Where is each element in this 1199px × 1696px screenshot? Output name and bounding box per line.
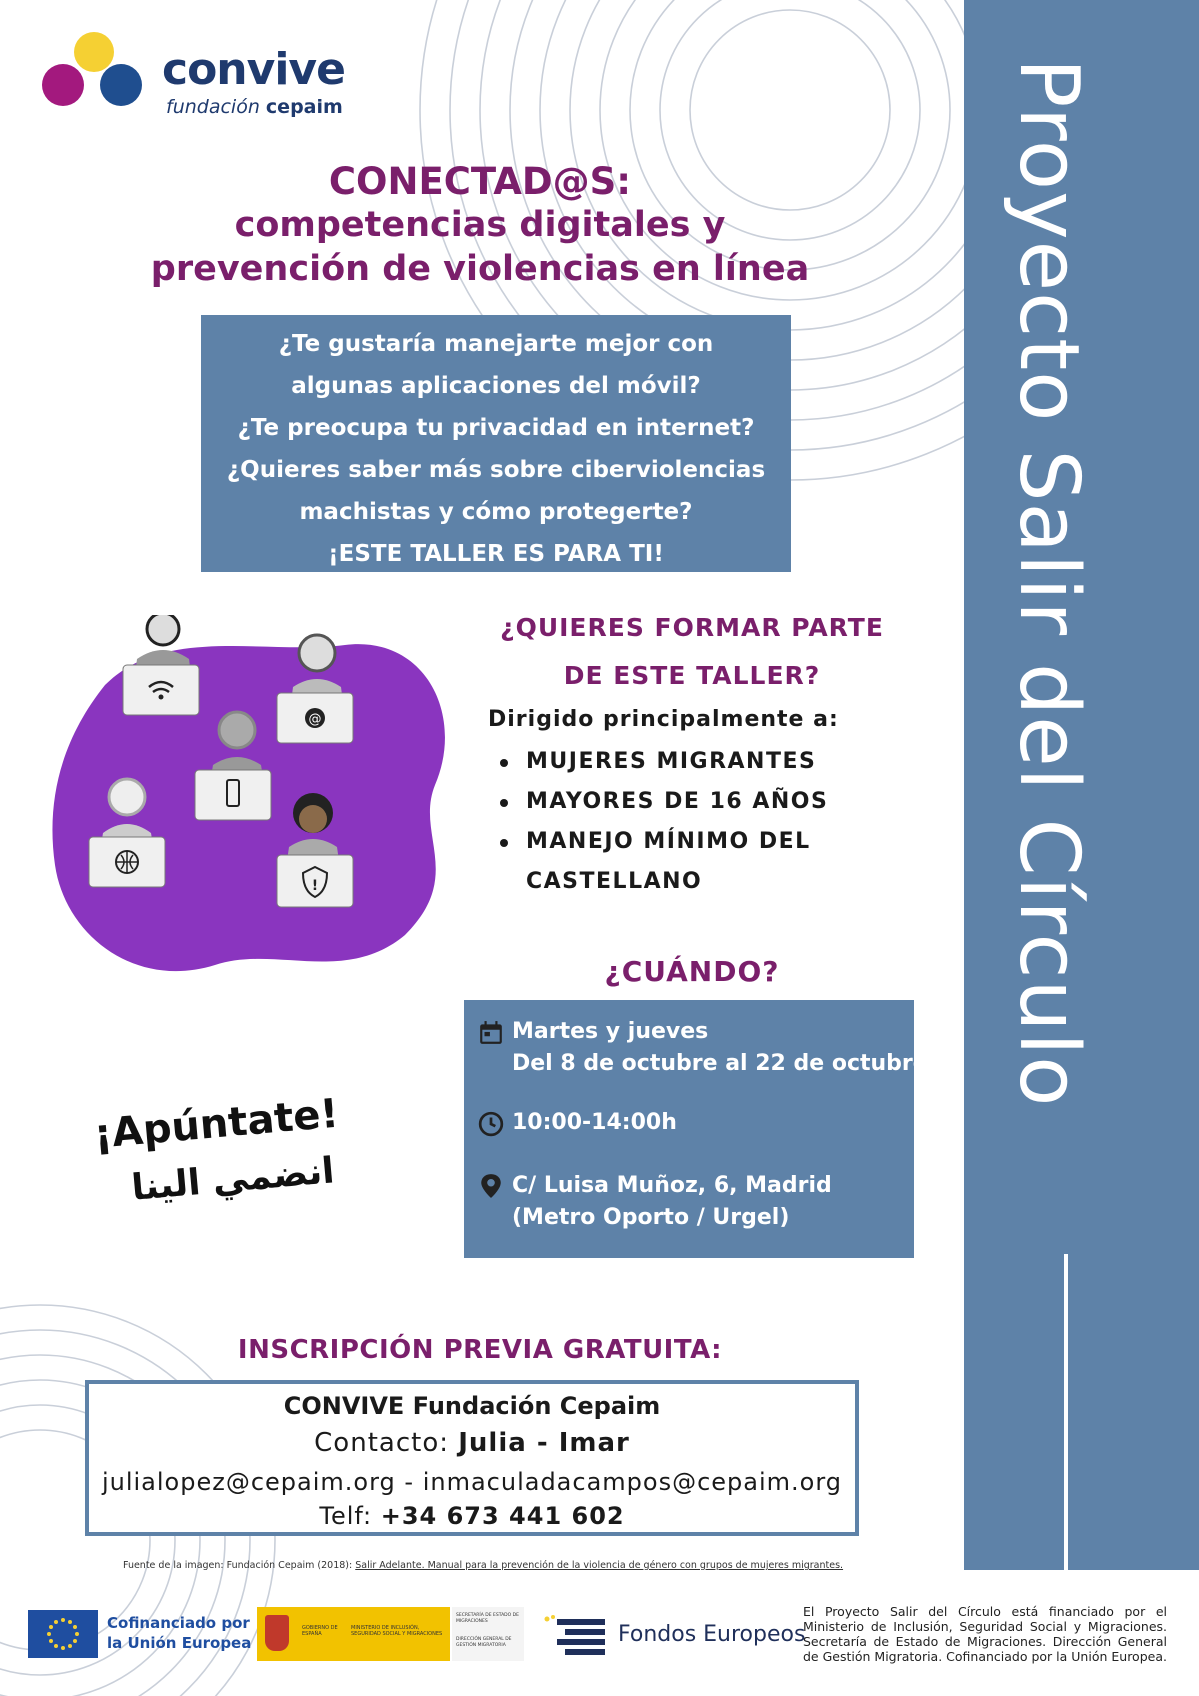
source-prefix: Fuente de la imagen: Fundación Cepaim (2018): (123, 1560, 356, 1571)
list-item: MAYORES DE 16 AÑOS (500, 782, 828, 822)
svg-text:!: ! (311, 878, 319, 894)
contact-box (85, 1380, 859, 1536)
spain-shield-icon (265, 1615, 289, 1651)
title-line-1: CONECTAD@S: (328, 160, 632, 203)
title-line-2: competencias digitales y (234, 205, 726, 245)
audience-list (500, 742, 828, 902)
banner-divider (1064, 1254, 1068, 1570)
question-line: ¿Quieres saber más sobre ciberviolencias (226, 457, 766, 483)
who-heading-1: ¿QUIERES FORMAR PARTE (500, 613, 884, 642)
logo-sub-b: cepaim (265, 96, 343, 118)
svg-text:@: @ (308, 712, 322, 727)
list-item: MANEJO MÍNIMO DEL (500, 822, 828, 862)
logo-sub-a: fundación (166, 96, 260, 118)
phone-label: Telf: (319, 1502, 373, 1530)
logo-navy-dot (100, 64, 142, 106)
contact-org: CONVIVE Fundación Cepaim (283, 1392, 661, 1420)
women-laptops-illustration (45, 615, 465, 985)
contact-emails[interactable]: julialopez@cepaim.org - inmaculadacampos@cepaim.org (101, 1468, 843, 1496)
list-item: MUJERES MIGRANTES (500, 742, 828, 782)
who-heading-2: DE ESTE TALLER? (563, 661, 821, 690)
sec-text-b: DIRECCIÓN GENERAL DE GESTIÓN MIGRATORIA (456, 1637, 512, 1648)
question-line: algunas aplicaciones del móvil? (291, 373, 701, 399)
image-source-note (123, 1560, 843, 1571)
banner-title: Proyecto Salir del Círculo (1001, 58, 1096, 1108)
fondos-europeos-icon (543, 1615, 607, 1655)
question-line: machistas y cómo protegerte? (299, 499, 693, 525)
fondos-europeos-text: Fondos Europeos (618, 1622, 806, 1647)
schedule-days: Martes y jueves (512, 1019, 709, 1044)
schedule-time: 10:00-14:00h (512, 1110, 677, 1135)
schedule-address: C/ Luisa Muñoz, 6, Madrid (512, 1173, 832, 1198)
schedule-date-range: Del 8 de octubre al 22 de octubre (512, 1051, 928, 1076)
calendar-icon (478, 1020, 504, 1046)
contact-label: Contacto: (314, 1428, 449, 1458)
schedule-metro: (Metro Oporto / Urgel) (512, 1205, 790, 1230)
location-pin-icon (478, 1173, 504, 1199)
sec-text-a: SECRETARÍA DE ESTADO DE MIGRACIONES (456, 1613, 519, 1624)
question-line: ¡ESTE TALLER ES PARA TI! (328, 541, 664, 567)
logo-yellow-dot (74, 32, 114, 72)
list-item-continuation: CASTELLANO (526, 869, 703, 894)
who-subtitle: Dirigido principalmente a: (488, 707, 839, 732)
spain-government-logo (257, 1607, 450, 1661)
contact-line (89, 1428, 855, 1458)
logo-brand-text: convive (162, 44, 345, 95)
questions-box (201, 315, 791, 572)
convive-logo (42, 32, 362, 122)
woman-wifi-laptop-icon (123, 615, 199, 715)
secretaria-logo (452, 1607, 524, 1661)
clock-icon (478, 1111, 504, 1137)
registration-heading: INSCRIPCIÓN PREVIA GRATUITA: (237, 1335, 723, 1365)
question-line: ¿Te preocupa tu privacidad en internet? (237, 415, 755, 441)
funding-note: El Proyecto Salir del Círculo está financiado por el Ministerio de Inclusión, Seguridad Social y Migraciones. Secretaría de Estado de Migraciones. Dirección General de Gestión Migratoria. Cofinanciado por la Unión Europea. (803, 1604, 1167, 1664)
phone-number[interactable]: +34 673 441 602 (380, 1502, 625, 1530)
schedule-box (464, 1000, 928, 1258)
eu-cofinance-text (107, 1613, 251, 1653)
logo-magenta-dot (42, 64, 84, 106)
gov-text-b: MINISTERIO DE INCLUSIÓN, SEGURIDAD SOCIAL Y MIGRACIONES (351, 1625, 443, 1637)
signup-call-arabic: انضمي الينا (130, 1150, 336, 1209)
title-line-3: prevención de violencias en línea (150, 249, 810, 289)
eu-flag-icon (28, 1610, 98, 1658)
question-line: ¿Te gustaría manejarte mejor con (278, 331, 714, 357)
when-heading: ¿CUÁNDO? (604, 955, 780, 988)
eu-line-2: la Unión Europea (107, 1634, 252, 1652)
contact-phone-line (89, 1502, 855, 1530)
logo-subtitle (166, 96, 343, 118)
gov-text-a: GOBIERNO DE ESPAÑA (302, 1625, 338, 1637)
eu-line-1: Cofinanciado por (107, 1614, 250, 1632)
source-link[interactable]: Salir Adelante. Manual para la prevención de la violencia de género con grupos de mujeres migrantes. (355, 1560, 844, 1571)
signup-call-spanish: ¡Apúntate! (92, 1090, 341, 1158)
contact-names: Julia - Imar (458, 1428, 630, 1458)
